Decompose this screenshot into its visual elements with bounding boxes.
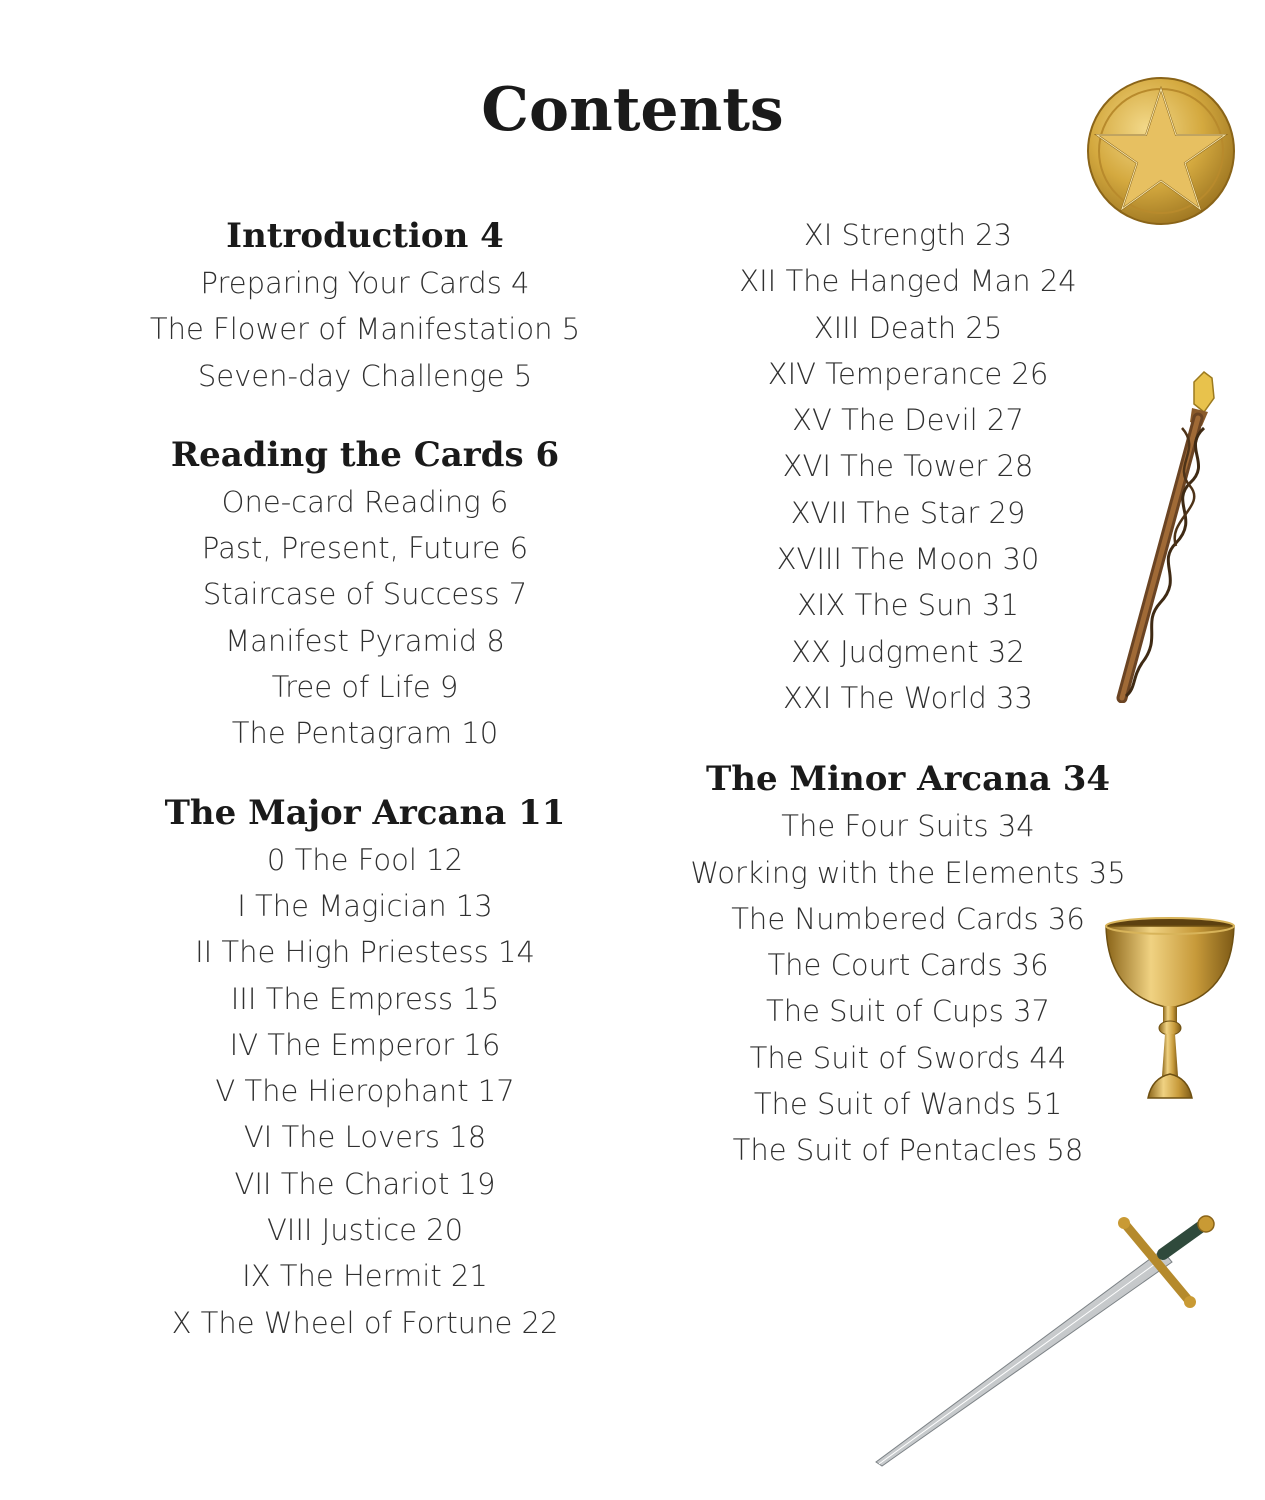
toc-entry[interactable]: XIII Death 25	[813, 310, 1003, 345]
toc-entry[interactable]: XXI The World 33	[783, 680, 1033, 715]
contents-right-column	[658, 212, 1158, 1174]
pentacle-icon	[1085, 75, 1237, 227]
toc-entry[interactable]: XV The Devil 27	[792, 403, 1024, 438]
entry-list	[658, 212, 1158, 721]
toc-entry[interactable]: VII The Chariot 19	[234, 1166, 496, 1201]
toc-entry[interactable]: Staircase of Success 7	[202, 577, 528, 612]
toc-entry[interactable]: V The Hierophant 17	[215, 1074, 515, 1109]
sword-icon	[870, 1212, 1220, 1470]
toc-entry[interactable]: Preparing Your Cards 4	[200, 266, 530, 300]
contents-left-column	[115, 212, 615, 1346]
toc-entry[interactable]: Working with the Elements 35	[690, 855, 1126, 890]
toc-entry[interactable]: XVI The Tower 28	[782, 449, 1034, 484]
toc-entry[interactable]: X The Wheel of Fortune 22	[171, 1305, 559, 1340]
toc-entry[interactable]: The Suit of Wands 51	[753, 1087, 1063, 1122]
toc-entry[interactable]: The Pentagram 10	[231, 716, 499, 751]
toc-entry[interactable]: XIV Temperance 26	[767, 356, 1049, 391]
toc-entry[interactable]: The Suit of Pentacles 58	[732, 1133, 1084, 1168]
section-introduction	[115, 212, 615, 399]
toc-entry[interactable]: VI The Lovers 18	[243, 1120, 487, 1155]
toc-entry[interactable]: The Numbered Cards 36	[731, 901, 1085, 936]
section-heading: The Minor Arcana 34	[705, 759, 1111, 800]
toc-entry[interactable]: XII The Hanged Man 24	[739, 264, 1077, 299]
section-heading: The Major Arcana 11	[164, 792, 566, 833]
toc-entry[interactable]: II The High Priestess 14	[195, 935, 535, 970]
toc-entry[interactable]: XI Strength 23	[803, 218, 1013, 252]
toc-entry[interactable]: Tree of Life 9	[271, 670, 459, 705]
toc-entry[interactable]: IX The Hermit 21	[242, 1259, 488, 1294]
toc-entry[interactable]: XIX The Sun 31	[797, 588, 1019, 623]
entry-list	[115, 260, 615, 399]
toc-entry[interactable]: The Court Cards 36	[767, 948, 1049, 983]
entry-list	[115, 479, 615, 757]
toc-entry[interactable]: VIII Justice 20	[266, 1213, 464, 1248]
section-heading: Introduction 4	[226, 216, 504, 256]
toc-entry[interactable]: Manifest Pyramid 8	[225, 623, 505, 658]
section-major-arcana	[115, 789, 615, 1346]
toc-entry[interactable]: The Four Suits 34	[781, 809, 1035, 844]
toc-entry[interactable]: I The Magician 13	[237, 888, 493, 923]
section-reading-the-cards	[115, 431, 615, 757]
toc-entry[interactable]: One-card Reading 6	[221, 484, 509, 519]
section-heading: Reading the Cards 6	[170, 434, 560, 475]
toc-entry[interactable]: The Suit of Swords 44	[749, 1040, 1067, 1075]
page-title: Contents	[481, 75, 784, 145]
toc-entry[interactable]: XX Judgment 32	[791, 634, 1025, 669]
toc-entry[interactable]: Seven-day Challenge 5	[197, 358, 533, 393]
toc-entry[interactable]: XVII The Star 29	[790, 495, 1026, 530]
cup-icon	[1100, 916, 1240, 1104]
toc-entry[interactable]: The Suit of Cups 37	[765, 994, 1051, 1029]
toc-entry[interactable]: The Flower of Manifestation 5	[149, 312, 581, 347]
toc-entry[interactable]: 0 The Fool 12	[266, 842, 464, 877]
entry-list	[115, 837, 615, 1346]
entry-list	[658, 803, 1158, 1173]
toc-entry[interactable]: III The Empress 15	[230, 981, 500, 1016]
section-minor-arcana	[658, 755, 1158, 1173]
toc-entry[interactable]: XVIII The Moon 30	[776, 542, 1040, 577]
toc-entry[interactable]: IV The Emperor 16	[229, 1027, 501, 1062]
wand-icon	[1112, 368, 1222, 703]
section-major-arcana-continued	[658, 212, 1158, 721]
toc-entry[interactable]: Past, Present, Future 6	[201, 531, 529, 566]
